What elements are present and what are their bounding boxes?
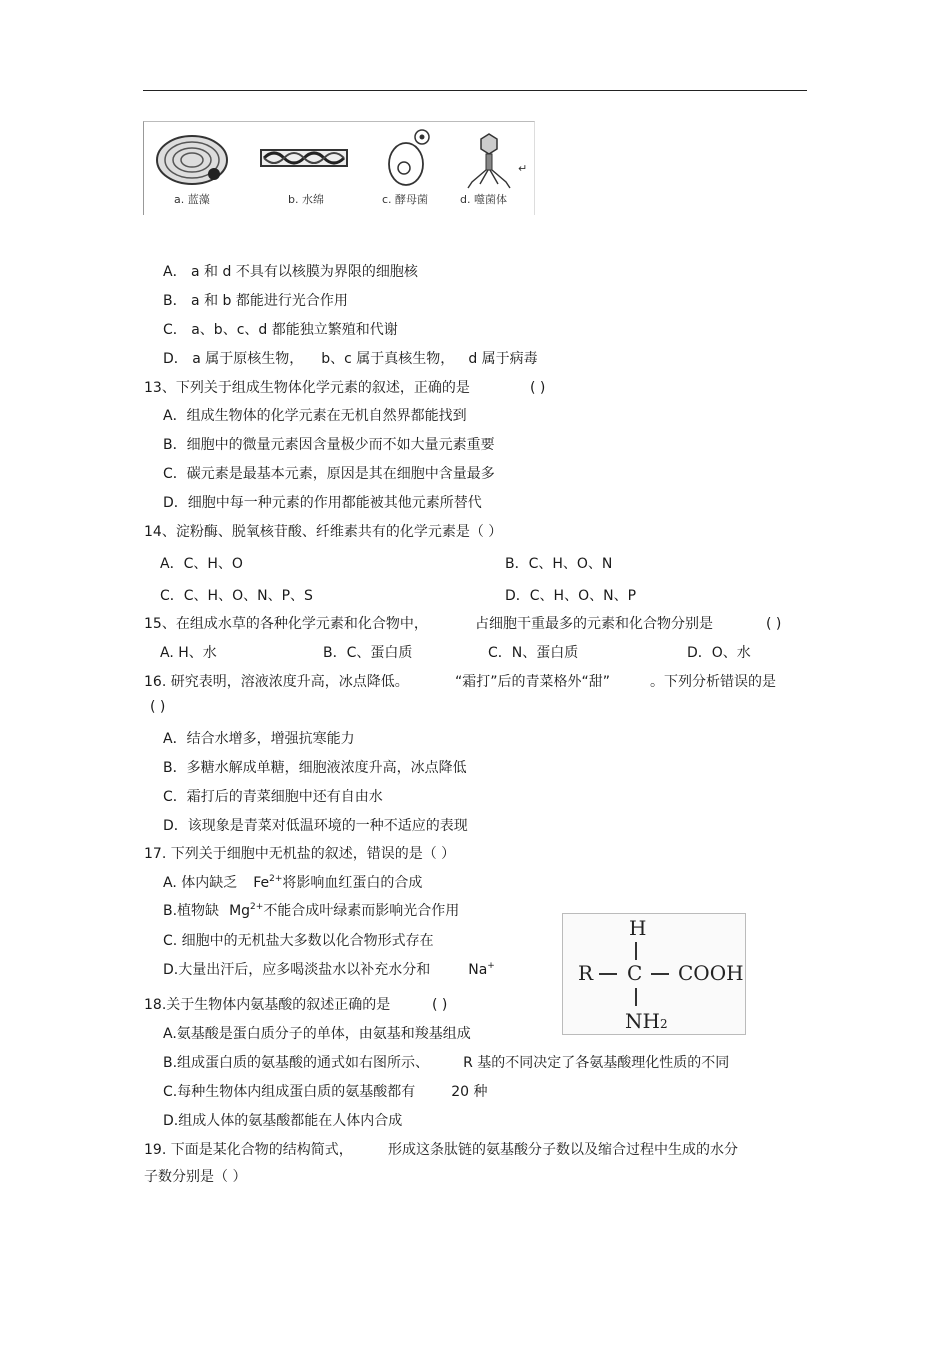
q12-option-d bbox=[163, 350, 538, 368]
q16-stem-part3: 。下列分析错误的是 bbox=[650, 674, 776, 690]
organism-drawings bbox=[144, 122, 534, 192]
q13-option-b: B．细胞中的微量元素因含量极少而不如大量元素重要 bbox=[163, 437, 495, 453]
q14-option-c: C．C、H、O、N、P、S bbox=[160, 588, 313, 604]
q15-option-d: D．O、水 bbox=[687, 645, 751, 661]
q12-option-d-part1: D． a 属于原核生物， bbox=[163, 351, 304, 367]
q18-option-b bbox=[163, 1054, 729, 1072]
formula-bond-bottom bbox=[635, 988, 637, 1006]
formula-carbon: C bbox=[627, 961, 643, 985]
header-rule bbox=[143, 90, 807, 91]
q15-option-b: B．C、蛋白质 bbox=[323, 645, 413, 661]
q14-option-b: B．C、H、O、N bbox=[505, 556, 613, 572]
q14-option-a: A．C、H、O bbox=[160, 556, 243, 572]
q16-stem-part1: 16. 研究表明，溶液浓度升高，冰点降低。 bbox=[144, 674, 409, 690]
figure-label-b: b. 水绵 bbox=[288, 193, 324, 206]
q15-stem-part2: 占细胞干重最多的元素和化合物分别是 bbox=[475, 616, 713, 632]
return-mark: ↵ bbox=[518, 162, 528, 175]
q17-option-a bbox=[163, 874, 422, 892]
sodium-charge: + bbox=[487, 961, 495, 971]
q19-stem-line2: 子数分别是（ ） bbox=[144, 1169, 247, 1185]
q16-answer-paren: ( ) bbox=[150, 699, 166, 715]
q12-option-a: A． a 和 d 不具有以核膜为界限的细胞核 bbox=[163, 264, 418, 280]
q12-option-b: B． a 和 b 都能进行光合作用 bbox=[163, 293, 348, 309]
q18-stem: 18.关于生物体内氨基酸的叙述正确的是 bbox=[144, 997, 391, 1013]
bacteriophage-drawing bbox=[468, 134, 510, 188]
q17-stem: 17. 下列关于细胞中无机盐的叙述，错误的是（ ） bbox=[144, 846, 456, 862]
q17-option-b-text: B.植物缺 bbox=[163, 903, 220, 919]
q17-option-b-effect: 不能合成叶绿素而影响光合作用 bbox=[263, 903, 460, 919]
q13-option-a: A．组成生物体的化学元素在无机自然界都能找到 bbox=[163, 408, 467, 424]
q19-stem-part2: 形成这条肽链的氨基酸分子数以及缩合过程中生成的水分 bbox=[388, 1142, 738, 1158]
figure-label-d: d. 噬菌体 bbox=[460, 193, 507, 206]
q18-option-c-count: 20 种 bbox=[451, 1084, 488, 1100]
q17-option-a-text: A. 体内缺乏 bbox=[163, 875, 238, 891]
figure-label-c: c. 酵母菌 bbox=[382, 193, 429, 206]
q13-answer-paren: ( ) bbox=[530, 380, 546, 396]
organism-figure bbox=[143, 121, 535, 215]
q15-stem-part1: 15、在组成水草的各种化学元素和化合物中， bbox=[144, 616, 428, 632]
q12-option-d-part2: b、c 属于真核生物， bbox=[321, 351, 455, 367]
figure-label-a: a. 蓝藻 bbox=[174, 193, 210, 206]
q15-answer-paren: ( ) bbox=[766, 616, 782, 632]
q13-option-d: D．细胞中每一种元素的作用都能被其他元素所替代 bbox=[163, 495, 482, 511]
spirogyra-drawing bbox=[261, 150, 347, 166]
formula-bond-left bbox=[599, 973, 617, 975]
q18-option-c-text: C.每种生物体内组成蛋白质的氨基酸都有 bbox=[163, 1084, 416, 1100]
q18-option-b-text: B.组成蛋白质的氨基酸的通式如右图所示、 bbox=[163, 1055, 430, 1071]
yeast-drawing bbox=[389, 130, 429, 185]
q19-stem-part1: 19. 下面是某化合物的结构简式， bbox=[144, 1142, 353, 1158]
amino-acid-formula bbox=[562, 913, 746, 1035]
formula-hydrogen: H bbox=[629, 916, 647, 940]
q18-option-b-claim: R 基的不同决定了各氨基酸理化性质的不同 bbox=[463, 1055, 730, 1071]
q15-option-a: A. H、水 bbox=[160, 645, 217, 661]
q16-option-a: A．结合水增多，增强抗寒能力 bbox=[163, 731, 355, 747]
q16-option-b: B．多糖水解成单糖，细胞液浓度升高，冰点降低 bbox=[163, 760, 467, 776]
formula-r-group: R bbox=[578, 961, 594, 985]
iron-charge: 2+ bbox=[269, 874, 283, 884]
q18-option-c bbox=[163, 1083, 488, 1101]
q12-option-c: C． a、b、c、d 都能独立繁殖和代谢 bbox=[163, 322, 398, 338]
q18-answer-paren: ( ) bbox=[432, 997, 448, 1013]
formula-bond-right bbox=[651, 973, 669, 975]
q16-option-d: D．该现象是青菜对低温环境的一种不适应的表现 bbox=[163, 818, 468, 834]
sodium-ion: Na bbox=[468, 962, 488, 978]
formula-amino-subscript: 2 bbox=[659, 1017, 668, 1031]
magnesium-ion: Mg bbox=[229, 903, 251, 919]
q17-option-c: C. 细胞中的无机盐大多数以化合物形式存在 bbox=[163, 933, 434, 949]
q17-option-d bbox=[163, 961, 495, 979]
q18-option-a: A.氨基酸是蛋白质分子的单体，由氨基和羧基组成 bbox=[163, 1026, 471, 1042]
q14-stem: 14、淀粉酶、脱氧核苷酸、纤维素共有的化学元素是（ ） bbox=[144, 524, 503, 540]
q16-stem-part2: “霜打”后的青菜格外“甜” bbox=[455, 674, 611, 690]
iron-ion: Fe bbox=[253, 875, 270, 891]
formula-bond-top bbox=[635, 942, 637, 960]
formula-amino bbox=[625, 1009, 668, 1033]
q17-option-d-text: D.大量出汗后，应多喝淡盐水以补充水分和 bbox=[163, 962, 431, 978]
q15-option-c: C．N、蛋白质 bbox=[488, 645, 579, 661]
q18-option-d: D.组成人体的氨基酸都能在人体内合成 bbox=[163, 1113, 403, 1129]
q14-option-d: D．C、H、O、N、P bbox=[505, 588, 637, 604]
magnesium-charge: 2+ bbox=[250, 902, 264, 912]
q12-option-d-part3: d 属于病毒 bbox=[468, 351, 538, 367]
formula-carboxyl: COOH bbox=[678, 961, 744, 985]
q13-stem: 13、下列关于组成生物体化学元素的叙述，正确的是 bbox=[144, 380, 470, 396]
q13-option-c: C．碳元素是最基本元素，原因是其在细胞中含量最多 bbox=[163, 466, 495, 482]
q17-option-b bbox=[163, 902, 459, 920]
cyanobacteria-drawing bbox=[157, 136, 227, 184]
q16-option-c: C．霜打后的青菜细胞中还有自由水 bbox=[163, 789, 383, 805]
formula-amino-nh: NH bbox=[625, 1009, 660, 1033]
q17-option-a-effect: 将影响血红蛋白的合成 bbox=[282, 875, 423, 891]
